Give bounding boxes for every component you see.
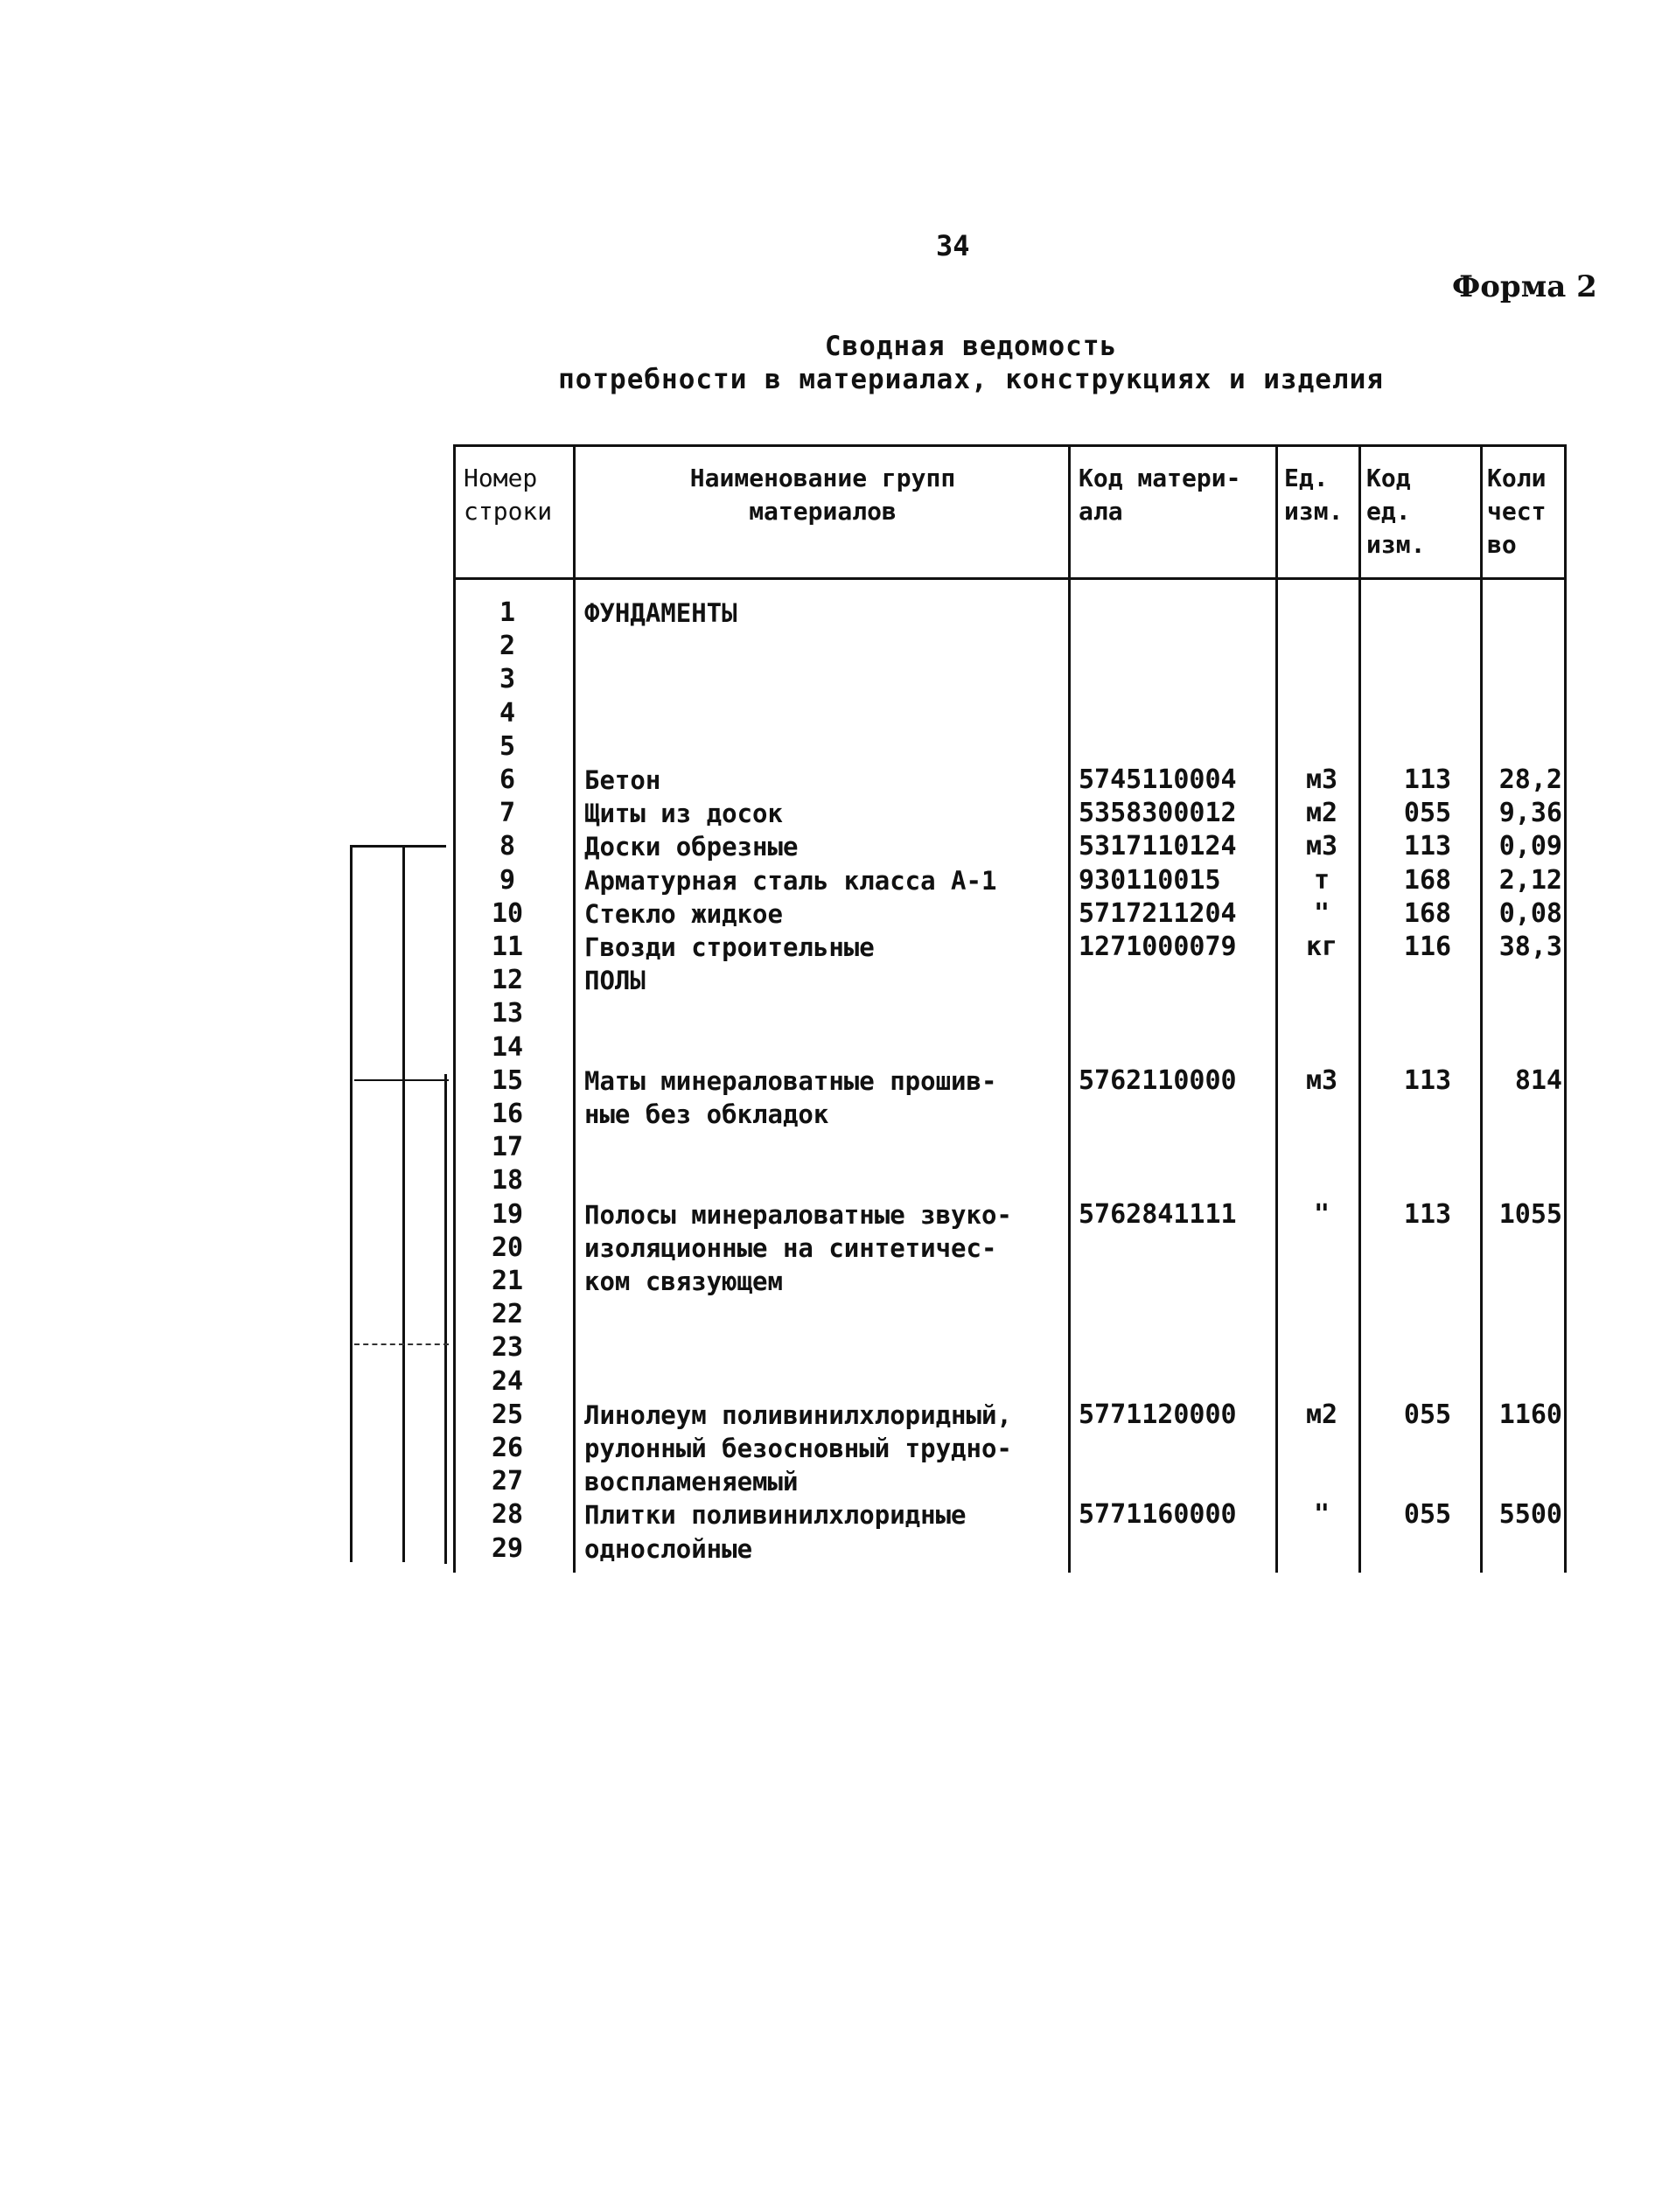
table-top-border bbox=[453, 444, 1564, 447]
quantity: 38,3 bbox=[1498, 932, 1562, 962]
material-code: 5771120000 bbox=[1079, 1399, 1237, 1430]
unit-code: 113 bbox=[1403, 764, 1452, 795]
table-right-border bbox=[1564, 444, 1567, 1573]
material-name: воспламеняемый bbox=[584, 1467, 799, 1497]
material-name: Доски обрезные bbox=[584, 832, 799, 862]
row-number: 21 bbox=[491, 1266, 524, 1296]
unit-code: 055 bbox=[1403, 1399, 1452, 1430]
row-number: 29 bbox=[491, 1532, 524, 1564]
material-name: Линолеум поливинилхлоридный, bbox=[584, 1399, 1012, 1430]
material-name: Плитки поливинилхлоридные bbox=[584, 1500, 967, 1531]
material-name: Бетон bbox=[584, 765, 661, 795]
material-code: 5745110004 bbox=[1079, 764, 1237, 795]
row-number: 19 bbox=[491, 1198, 524, 1230]
header-row-number: Номер строки bbox=[464, 464, 553, 526]
row-number: 8 bbox=[499, 831, 516, 862]
unit-code: 168 bbox=[1403, 897, 1452, 929]
unit: " bbox=[1313, 897, 1330, 929]
row-number: 3 bbox=[499, 664, 516, 695]
material-name: Арматурная сталь класса А-1 bbox=[584, 865, 997, 896]
quantity: 1055 bbox=[1498, 1198, 1562, 1230]
material-name: Маты минераловатные прошив- bbox=[584, 1065, 997, 1096]
material-code: 930110015 bbox=[1079, 864, 1221, 896]
margin-bracket-mark bbox=[354, 1079, 449, 1081]
material-code: 5762841111 bbox=[1079, 1198, 1237, 1230]
table-left-border bbox=[453, 444, 456, 1573]
material-name: рулонный безосновный трудно- bbox=[584, 1434, 1012, 1463]
material-code: 5771160000 bbox=[1079, 1499, 1237, 1531]
unit-code: 055 bbox=[1403, 798, 1452, 829]
quantity: 2,12 bbox=[1498, 864, 1562, 896]
row-number: 26 bbox=[491, 1433, 524, 1463]
row-number: 14 bbox=[491, 1031, 524, 1063]
row-number: 4 bbox=[499, 697, 516, 729]
header-unit: Ед. изм. bbox=[1284, 464, 1344, 526]
margin-bracket-mark bbox=[444, 1074, 447, 1564]
material-code: 1271000079 bbox=[1079, 932, 1237, 962]
material-name: ком связующем bbox=[584, 1266, 783, 1296]
column-divider bbox=[1275, 444, 1278, 1573]
document-title-line-1: Сводная ведомость bbox=[824, 331, 1118, 362]
unit-code: 113 bbox=[1403, 831, 1452, 862]
quantity: 9,36 bbox=[1498, 798, 1562, 829]
column-divider bbox=[1480, 444, 1483, 1573]
row-number: 10 bbox=[491, 897, 524, 929]
material-name: ФУНДАМЕНТЫ bbox=[584, 598, 737, 628]
unit-code: 113 bbox=[1403, 1198, 1452, 1230]
form-label: Форма 2 bbox=[1452, 269, 1597, 304]
material-code: 5358300012 bbox=[1079, 798, 1237, 829]
unit: м2 bbox=[1305, 1399, 1338, 1430]
material-name: Полосы минераловатные звуко- bbox=[584, 1199, 1012, 1230]
unit-code: 055 bbox=[1403, 1499, 1452, 1531]
margin-bracket-mark bbox=[350, 845, 353, 1562]
unit-code: 168 bbox=[1403, 864, 1452, 896]
column-divider bbox=[1068, 444, 1071, 1573]
row-number: 9 bbox=[499, 864, 516, 896]
row-number: 20 bbox=[491, 1232, 524, 1263]
quantity: 814 bbox=[1514, 1064, 1562, 1096]
page-number: 34 bbox=[936, 229, 970, 262]
header-unit-code: Код ед. изм. bbox=[1366, 464, 1426, 559]
quantity: 1160 bbox=[1498, 1399, 1562, 1430]
unit: м3 bbox=[1305, 764, 1338, 795]
row-number: 17 bbox=[491, 1132, 524, 1163]
unit: т bbox=[1313, 864, 1330, 896]
row-number: 12 bbox=[491, 965, 524, 996]
margin-bracket-mark bbox=[354, 1343, 449, 1345]
row-number: 23 bbox=[491, 1332, 524, 1364]
row-number: 1 bbox=[499, 597, 516, 628]
header-material-code: Код матери- ала bbox=[1079, 464, 1241, 526]
unit: " bbox=[1313, 1198, 1330, 1230]
material-name: изоляционные на синтетичес- bbox=[584, 1232, 997, 1263]
row-number: 6 bbox=[499, 764, 516, 795]
unit: м3 bbox=[1305, 1064, 1338, 1096]
header-quantity: Коли чест во bbox=[1487, 464, 1547, 559]
document-title-line-2: потребности в материалах, конструкциях и изделия bbox=[558, 364, 1384, 395]
material-name: однослойные bbox=[584, 1533, 753, 1564]
material-name: ные без обкладок bbox=[584, 1099, 829, 1129]
row-number: 16 bbox=[491, 1099, 524, 1129]
unit-code: 113 bbox=[1403, 1064, 1452, 1096]
material-code: 5717211204 bbox=[1079, 897, 1237, 929]
row-number: 18 bbox=[491, 1165, 524, 1197]
row-number: 2 bbox=[499, 631, 516, 662]
row-number: 13 bbox=[491, 998, 524, 1029]
row-number: 25 bbox=[491, 1399, 524, 1430]
row-number: 15 bbox=[491, 1064, 524, 1096]
material-name: Щиты из досок bbox=[584, 799, 783, 829]
header-material-name: Наименование групп материалов bbox=[689, 464, 956, 526]
row-number: 28 bbox=[491, 1499, 524, 1531]
row-number: 27 bbox=[491, 1466, 524, 1497]
unit-code: 116 bbox=[1403, 932, 1452, 962]
quantity: 5500 bbox=[1498, 1499, 1562, 1531]
unit: " bbox=[1313, 1499, 1330, 1531]
row-number: 11 bbox=[491, 932, 524, 962]
row-number: 24 bbox=[491, 1365, 524, 1397]
material-name: Гвозди строительные bbox=[584, 932, 875, 962]
row-number: 7 bbox=[499, 798, 516, 829]
material-code: 5317110124 bbox=[1079, 831, 1237, 862]
quantity: 28,2 bbox=[1498, 764, 1562, 795]
unit: кг bbox=[1305, 932, 1338, 962]
quantity: 0,08 bbox=[1498, 897, 1562, 929]
quantity: 0,09 bbox=[1498, 831, 1562, 862]
material-code: 5762110000 bbox=[1079, 1064, 1237, 1096]
unit: м3 bbox=[1305, 831, 1338, 862]
margin-bracket-mark bbox=[402, 845, 405, 1562]
header-separator bbox=[453, 577, 1564, 580]
material-name: ПОЛЫ bbox=[584, 966, 646, 996]
unit: м2 bbox=[1305, 798, 1338, 829]
row-number: 5 bbox=[499, 730, 516, 762]
column-divider bbox=[573, 444, 576, 1573]
material-name: Стекло жидкое bbox=[584, 898, 783, 929]
row-number: 22 bbox=[491, 1299, 524, 1330]
margin-bracket-mark bbox=[350, 845, 446, 848]
